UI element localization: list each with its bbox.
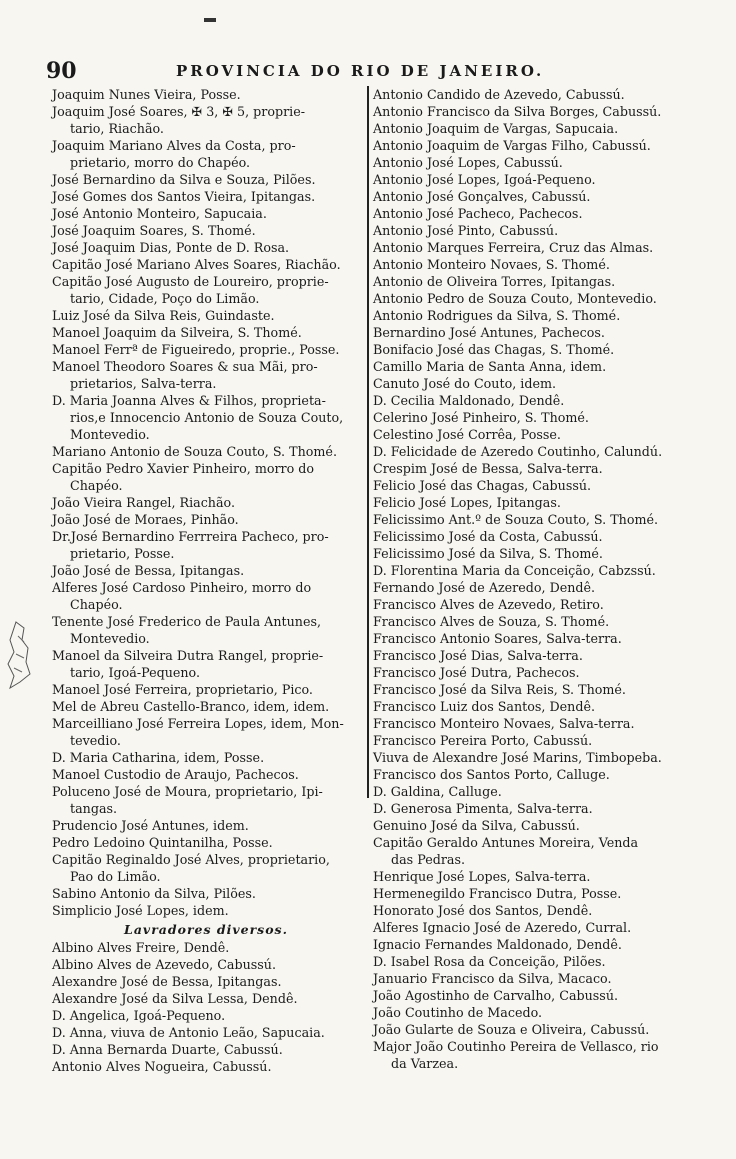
entry-text: Antonio José Pacheco, Pachecos. [373,206,583,221]
list-item [52,1024,360,1041]
entry-text: D. Generosa Pimenta, Salva-terra. [373,801,593,816]
list-item [373,511,693,528]
entry-text: João Gularte de Souza e Oliveira, Cabussú. [373,1022,650,1037]
entry-text: Antonio Candido de Azevedo, Cabussú. [373,87,625,102]
entry-text: Antonio Joaquim de Vargas, Sapucaia. [373,121,619,136]
list-item [52,528,360,562]
list-item [52,902,360,919]
list-item [52,647,360,681]
entry-text: Alexandre José de Bessa, Ipitangas. [52,974,282,989]
entry-text: Capitão Pedro Xavier Pinheiro, morro do [52,461,315,476]
list-item [373,86,693,103]
entry-text: Sabino Antonio da Silva, Pilões. [52,886,256,901]
entry-continuation: das Pedras. [391,852,465,867]
entry-text: Canuto José do Couto, idem. [373,376,557,391]
list-item [373,630,693,647]
list-item [52,86,360,103]
section-heading: Lavradores diversos. [124,922,288,937]
left-entries [52,86,360,919]
entry-text: Manoel Custodio de Araujo, Pachecos. [52,767,299,782]
entry-text: João Coutinho de Macedo. [373,1005,543,1020]
entry-text: Francisco Luiz dos Santos, Dendê. [373,699,595,714]
entry-text: Felicissimo José da Costa, Cabussú. [373,529,603,544]
list-item [373,477,693,494]
entry-text: Luiz José da Silva Reis, Guindaste. [52,308,275,323]
list-item [373,681,693,698]
entry-text: Francisco Monteiro Novaes, Salva-terra. [373,716,635,731]
list-item [373,120,693,137]
entry-text: Antonio Monteiro Novaes, S. Thomé. [373,257,610,272]
entry-continuation: Chapéo. [70,478,123,493]
margin-stamp-icon [2,618,38,692]
entry-text: Manoel Theodoro Soares & sua Mãi, pro- [52,359,318,374]
entry-text: Mel de Abreu Castello-Branco, idem, idem. [52,699,330,714]
entry-text: Felicissimo Ant.º de Souza Couto, S. Thomé. [373,512,659,527]
entry-text: Antonio Alves Nogueira, Cabussú. [52,1059,272,1074]
entry-text: Marceilliano José Ferreira Lopes, idem, Mon- [52,716,344,731]
entry-text: João Agostinho de Carvalho, Cabussú. [373,988,619,1003]
list-item [373,987,693,1004]
list-item [373,528,693,545]
entry-text: D. Maria Joanna Alves & Filhos, proprieta- [52,393,326,408]
entry-text: Antonio José Pinto, Cabussú. [373,223,559,238]
entry-text: Joaquim Mariano Alves da Costa, pro- [52,138,296,153]
entry-text: João José de Moraes, Pinhão. [52,512,239,527]
list-item [52,188,360,205]
entry-text: Tenente José Frederico de Paula Antunes, [52,614,322,629]
list-item [373,834,693,868]
entry-text: Fernando José de Azeredo, Dendê. [373,580,596,595]
entry-text: Antonio Joaquim de Vargas Filho, Cabussú. [373,138,651,153]
list-item [373,970,693,987]
entry-text: Prudencio José Antunes, idem. [52,818,249,833]
entry-continuation: prietario, morro do Chapéo. [70,155,251,170]
left-entries-lavradores [52,939,360,1075]
entry-text: D. Anna Bernarda Duarte, Cabussú. [52,1042,283,1057]
list-item [52,1041,360,1058]
entry-text: Antonio José Lopes, Cabussú. [373,155,563,170]
list-item [52,698,360,715]
entry-text: Bernardino José Antunes, Pachecos. [373,325,605,340]
entry-text: Felicio José Lopes, Ipitangas. [373,495,561,510]
list-item [373,545,693,562]
list-item [373,222,693,239]
list-item [373,596,693,613]
entry-text: Capitão José Mariano Alves Soares, Riachão. [52,257,341,272]
entry-continuation: Montevedio. [70,631,150,646]
list-item [373,647,693,664]
list-item [52,885,360,902]
entry-text: Francisco Pereira Porto, Cabussú. [373,733,593,748]
list-item [52,613,360,647]
entry-text: José Joaquim Soares, S. Thomé. [52,223,256,238]
list-item [52,273,360,307]
list-item [373,715,693,732]
right-column [373,86,693,1072]
list-item [373,817,693,834]
list-item [373,494,693,511]
entry-text: D. Maria Catharina, idem, Posse. [52,750,265,765]
list-item [52,103,360,137]
entry-text: Felicio José das Chagas, Cabussú. [373,478,592,493]
list-item [52,766,360,783]
entry-text: Henrique José Lopes, Salva-terra. [373,869,591,884]
list-item [52,851,360,885]
entry-text: Joaquim Nunes Vieira, Posse. [52,87,241,102]
entry-text: Capitão José Augusto de Loureiro, proprie- [52,274,329,289]
list-item [373,919,693,936]
list-item [52,239,360,256]
list-item [373,205,693,222]
entry-text: Crespim José de Bessa, Salva-terra. [373,461,603,476]
list-item [52,579,360,613]
list-item [52,1007,360,1024]
ink-mark [204,18,216,22]
list-item [373,732,693,749]
column-divider [367,86,369,798]
list-item [52,137,360,171]
entry-text: José Joaquim Dias, Ponte de D. Rosa. [52,240,290,255]
running-title: PROVINCIA DO RIO DE JANEIRO. [176,62,545,80]
page-number: 90 [46,58,77,84]
list-item [373,375,693,392]
entry-text: José Antonio Monteiro, Sapucaia. [52,206,267,221]
list-item [373,324,693,341]
entry-text: Dr.José Bernardino Ferrreira Pacheco, pro- [52,529,329,544]
entry-text: Francisco Alves de Souza, S. Thomé. [373,614,610,629]
entry-continuation: tario, Igoá-Pequeno. [70,665,201,680]
entry-text: Antonio José Lopes, Igoá-Pequeno. [373,172,596,187]
entry-text: D. Florentina Maria da Conceição, Cabzssú. [373,563,656,578]
list-item [373,290,693,307]
entry-text: Manoel José Ferreira, proprietario, Pico. [52,682,313,697]
entry-text: Antonio Rodrigues da Silva, S. Thomé. [373,308,621,323]
entry-text: Ignacio Fernandes Maldonado, Dendê. [373,937,622,952]
entry-text: Manoel da Silveira Dutra Rangel, proprie- [52,648,324,663]
list-item [373,766,693,783]
list-item [373,1021,693,1038]
list-item [373,307,693,324]
entry-text: Antonio de Oliveira Torres, Ipitangas. [373,274,616,289]
list-item [52,749,360,766]
list-item [373,800,693,817]
list-item [52,222,360,239]
entry-text: Alferes José Cardoso Pinheiro, morro do [52,580,312,595]
list-item [373,239,693,256]
list-item [373,613,693,630]
entry-text: José Bernardino da Silva e Souza, Pilões. [52,172,316,187]
entry-continuation: tario, Cidade, Poço do Limão. [70,291,260,306]
entry-text: Capitão Reginaldo José Alves, proprietario, [52,852,330,867]
list-item [373,664,693,681]
entry-text: D. Felicidade de Azeredo Coutinho, Calundú. [373,444,663,459]
list-item [373,358,693,375]
list-item [52,956,360,973]
list-item [373,698,693,715]
entry-text: Mariano Antonio de Souza Couto, S. Thomé. [52,444,337,459]
list-item [52,307,360,324]
entry-text: Celerino José Pinheiro, S. Thomé. [373,410,589,425]
list-item [373,426,693,443]
entry-continuation: tario, Riachão. [70,121,164,136]
list-item [52,990,360,1007]
list-item [373,409,693,426]
list-item [373,1038,693,1072]
list-item [373,868,693,885]
list-item [373,256,693,273]
list-item [373,188,693,205]
entry-text: Honorato José dos Santos, Dendê. [373,903,593,918]
entry-text: João Vieira Rangel, Riachão. [52,495,235,510]
list-item [373,273,693,290]
list-item [373,171,693,188]
entry-text: Manoel Joaquim da Silveira, S. Thomé. [52,325,302,340]
list-item [52,817,360,834]
entry-text: Manoel Ferrª de Figueiredo, proprie., Posse. [52,342,340,357]
entry-text: Celestino José Corrêa, Posse. [373,427,561,442]
entry-continuation: Pao do Limão. [70,869,161,884]
entry-continuation: tangas. [70,801,118,816]
list-item [52,256,360,273]
list-item [52,341,360,358]
list-item [52,834,360,851]
entry-text: D. Angelica, Igoá-Pequeno. [52,1008,226,1023]
list-item [373,953,693,970]
entry-text: João José de Bessa, Ipitangas. [52,563,245,578]
entry-text: Antonio Marques Ferreira, Cruz das Almas. [373,240,654,255]
list-item [52,392,360,443]
entry-text: D. Anna, viuva de Antonio Leão, Sapucaia. [52,1025,325,1040]
entry-continuation: Chapéo. [70,597,123,612]
entry-text: D. Galdina, Calluge. [373,784,502,799]
entry-text: Simplicio José Lopes, idem. [52,903,229,918]
entry-text: Januario Francisco da Silva, Macaco. [373,971,612,986]
entry-continuation: prietarios, Salva-terra. [70,376,217,391]
list-item [52,443,360,460]
list-item [52,205,360,222]
list-item [373,783,693,800]
list-item [373,392,693,409]
list-item [373,154,693,171]
entry-text: Major João Coutinho Pereira de Vellasco, rio [373,1039,659,1054]
left-column [52,86,360,1075]
list-item [52,460,360,494]
entry-text: Antonio Pedro de Souza Couto, Montevedio. [373,291,657,306]
entry-text: Pedro Ledoino Quintanilha, Posse. [52,835,273,850]
list-item [52,715,360,749]
list-item [52,1058,360,1075]
entry-text: Capitão Geraldo Antunes Moreira, Venda [373,835,639,850]
list-item [52,939,360,956]
list-item [373,103,693,120]
entry-text: D. Isabel Rosa da Conceição, Pilões. [373,954,606,969]
entry-text: Bonifacio José das Chagas, S. Thomé. [373,342,615,357]
entry-text: Poluceno José de Moura, proprietario, Ipi- [52,784,323,799]
list-item [373,902,693,919]
list-item [373,460,693,477]
entry-continuation: Montevedio. [70,427,150,442]
page-header [46,56,686,86]
entry-text: Antonio Francisco da Silva Borges, Cabussú. [373,104,662,119]
list-item [373,579,693,596]
entry-text: D. Cecilia Maldonado, Dendê. [373,393,565,408]
list-item [373,885,693,902]
list-item [373,341,693,358]
list-item [373,936,693,953]
list-item [373,443,693,460]
list-item [52,973,360,990]
entry-text: Hermenegildo Francisco Dutra, Posse. [373,886,622,901]
entry-continuation: prietario, Posse. [70,546,175,561]
entry-text: Francisco Antonio Soares, Salva-terra. [373,631,622,646]
entry-text: Francisco José Dias, Salva-terra. [373,648,583,663]
entry-text: Francisco José Dutra, Pachecos. [373,665,580,680]
entry-text: Albino Alves de Azevedo, Cabussú. [52,957,276,972]
list-item [52,681,360,698]
entry-text: Albino Alves Freire, Dendê. [52,940,230,955]
entry-text: José Gomes dos Santos Vieira, Ipitangas. [52,189,316,204]
entry-text: Joaquim José Soares, ✠ 3, ✠ 5, proprie- [52,104,305,119]
list-item [373,562,693,579]
list-item [52,783,360,817]
list-item [52,494,360,511]
entry-continuation: tevedio. [70,733,121,748]
entry-continuation: rios,e Innocencio Antonio de Souza Couto, [70,410,344,425]
entry-text: Felicissimo José da Silva, S. Thomé. [373,546,603,561]
list-item [52,358,360,392]
entry-text: Alferes Ignacio José de Azeredo, Curral. [373,920,632,935]
entry-text: Francisco Alves de Azevedo, Retiro. [373,597,604,612]
right-entries [373,86,693,1072]
list-item [52,171,360,188]
entry-text: Camillo Maria de Santa Anna, idem. [373,359,607,374]
list-item [52,324,360,341]
entry-text: Francisco dos Santos Porto, Calluge. [373,767,610,782]
entry-text: Alexandre José da Silva Lessa, Dendê. [52,991,298,1006]
entry-text: Viuva de Alexandre José Marins, Timbopeba. [373,750,662,765]
list-item [52,511,360,528]
list-item [373,137,693,154]
list-item [373,749,693,766]
list-item [52,562,360,579]
entry-text: Francisco José da Silva Reis, S. Thomé. [373,682,626,697]
entry-continuation: da Varzea. [391,1056,459,1071]
entry-text: Antonio José Gonçalves, Cabussú. [373,189,591,204]
list-item [373,1004,693,1021]
entry-text: Genuino José da Silva, Cabussú. [373,818,580,833]
